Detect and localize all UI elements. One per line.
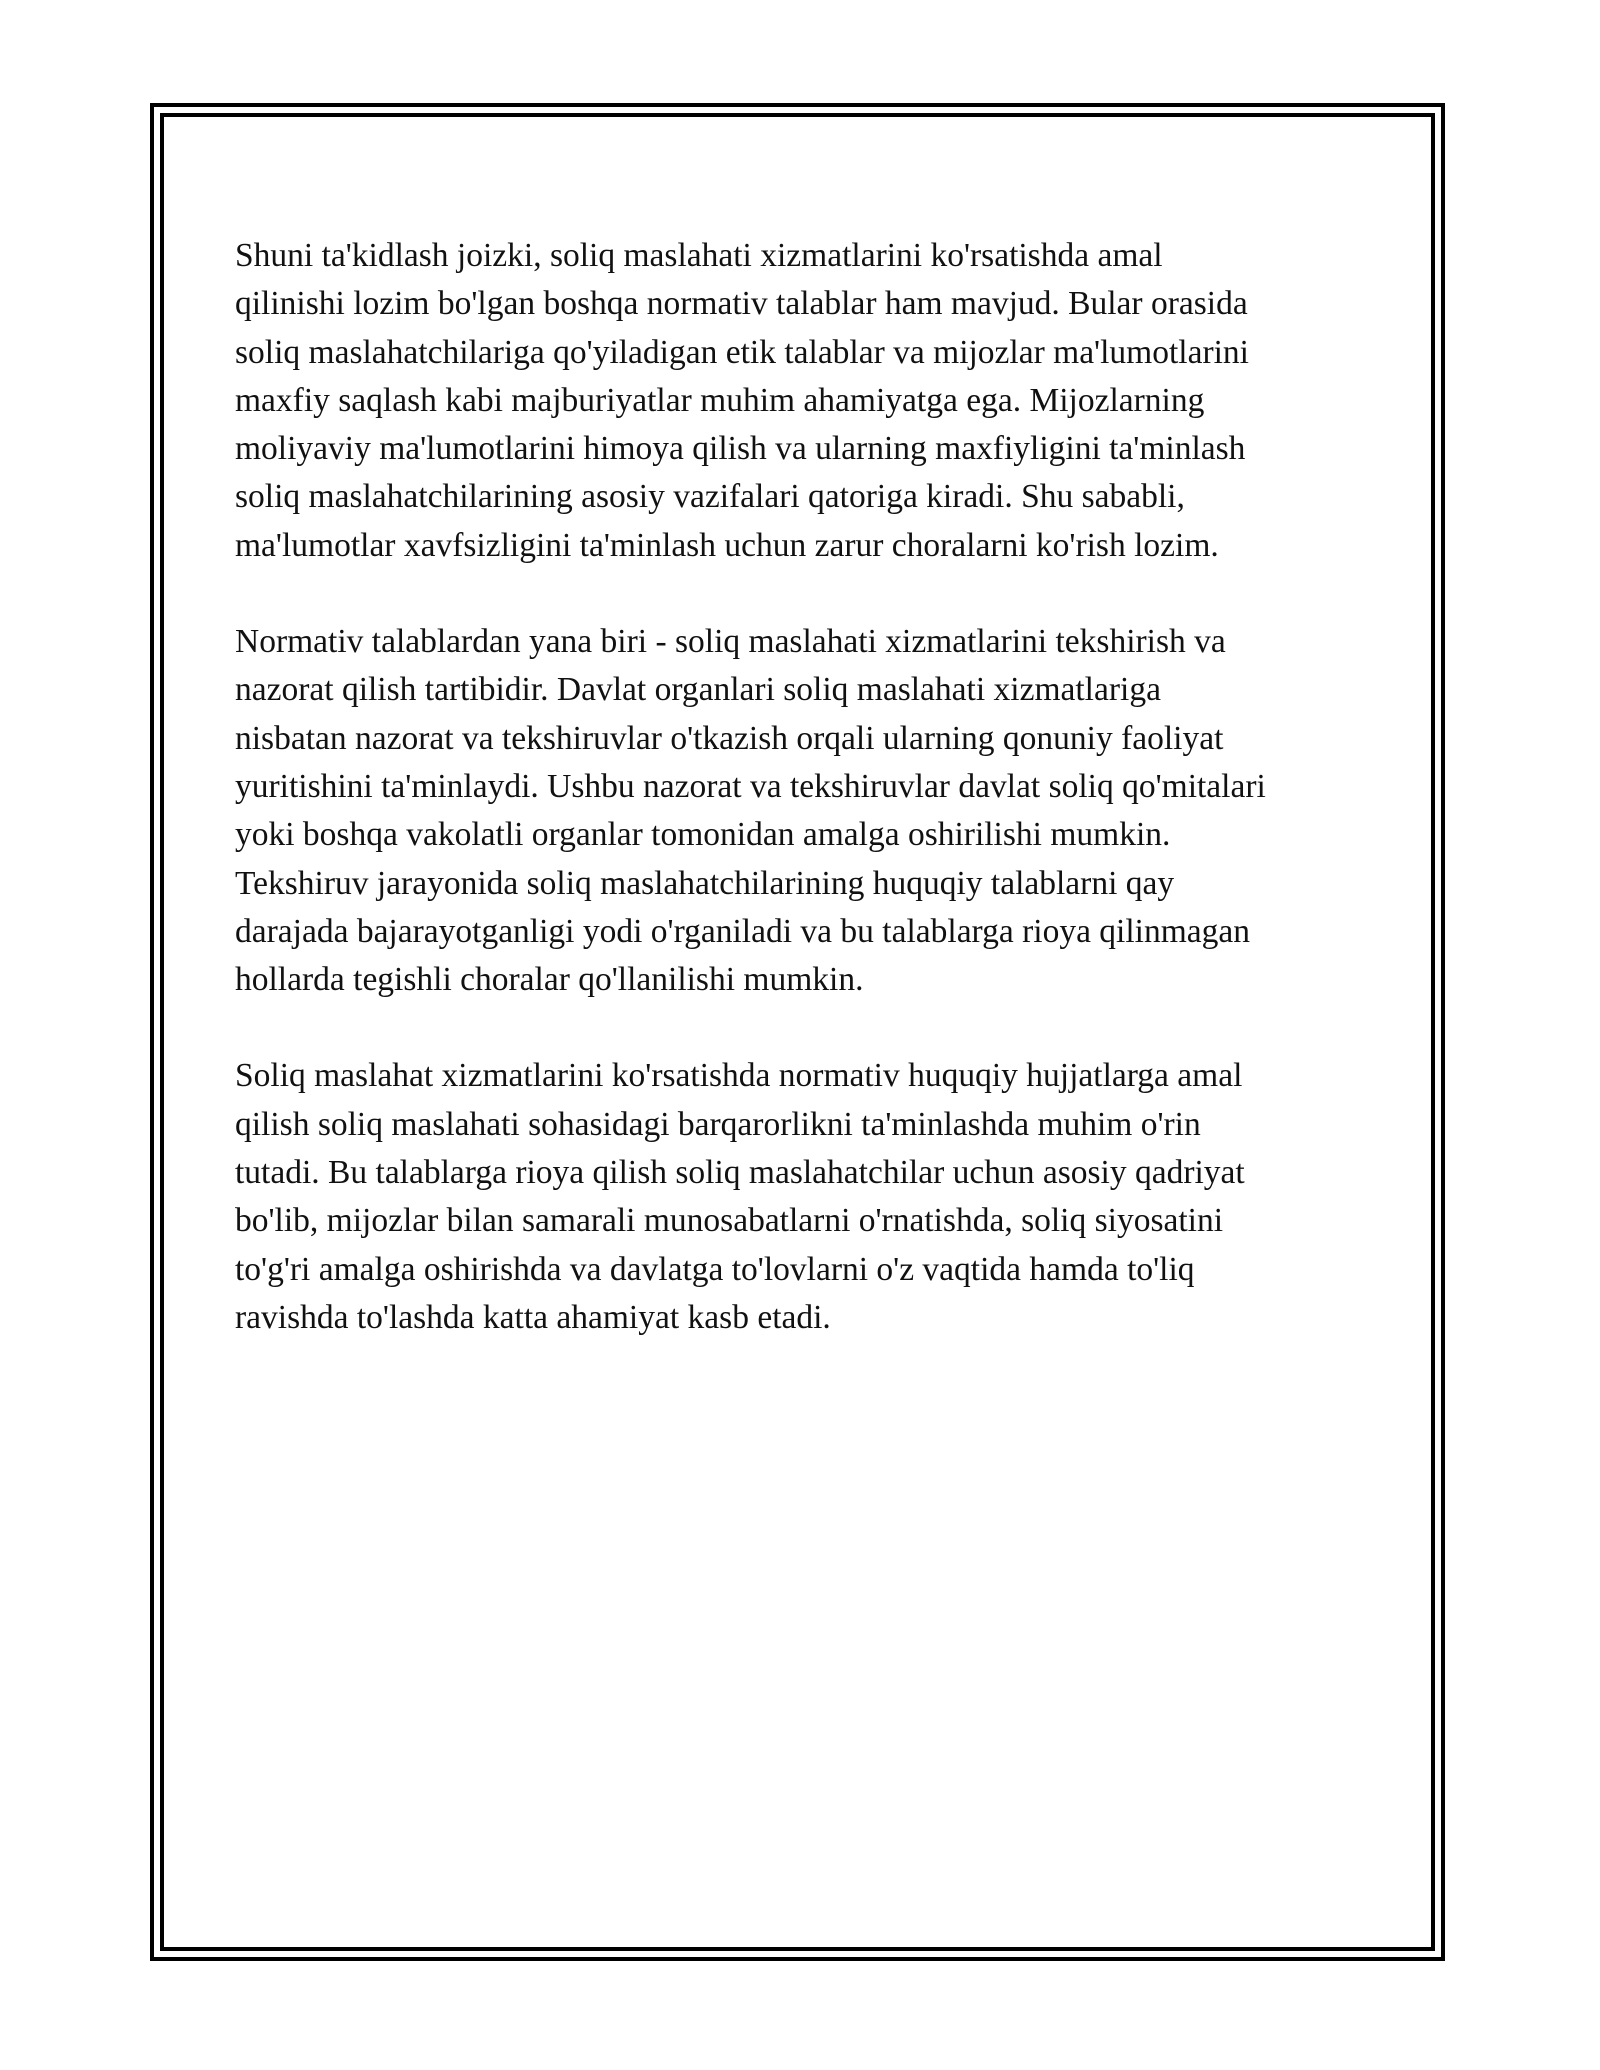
text-line: ravishda to'lashda katta ahamiyat kasb etadi. [235,1298,831,1336]
text-line: qilish soliq maslahati sohasidagi barqarorlikni ta'minlashda muhim o'rin [235,1105,1201,1143]
text-line: qilinishi lozim bo'lgan boshqa normativ talablar ham mavjud. Bular orasida [235,285,1248,323]
text-line: yuritishini ta'minlaydi. Ushbu nazorat va tekshiruvlar davlat soliq qo'mitalari [235,767,1266,805]
paragraph-3 [235,1052,1385,1342]
text-line: soliq maslahatchilarining asosiy vazifalari qatoriga kiradi. Shu sababli, [235,478,1185,516]
text-line: Soliq maslahat xizmatlarini ko'rsatishda normativ huquqiy hujjatlarga amal [235,1057,1243,1095]
text-line: soliq maslahatchilariga qo'yiladigan etik talablar va mijozlar ma'lumotlarini [235,333,1249,371]
text-line: moliyaviy ma'lumotlarini himoya qilish va ularning maxfiyligini ta'minlash [235,430,1246,468]
text-line: hollarda tegishli choralar qo'llanilishi mumkin. [235,961,864,999]
text-line: Normativ talablardan yana biri - soliq maslahati xizmatlarini tekshirish va [235,623,1226,661]
text-line: nisbatan nazorat va tekshiruvlar o'tkazish orqali ularning qonuniy faoliyat [235,719,1224,757]
text-line: to'g'ri amalga oshirishda va davlatga to'lovlarni o'z vaqtida hamda to'liq [235,1250,1195,1288]
text-line: Tekshiruv jarayonida soliq maslahatchilarining huquqiy talablarni qay [235,864,1175,902]
text-line: tutadi. Bu talablarga rioya qilish soliq maslahatchilar uchun asosiy qadriyat [235,1154,1245,1192]
paragraph-1 [235,232,1385,570]
text-line: darajada bajarayotganligi yodi o'rganiladi va bu talablarga rioya qilinmagan [235,912,1251,950]
text-line: Shuni ta'kidlash joizki, soliq maslahati xizmatlarini ko'rsatishda amal [235,237,1163,274]
text-line: yoki boshqa vakolatli organlar tomonidan amalga oshirilishi mumkin. [235,816,1171,854]
text-line: ma'lumotlar xavfsizligini ta'minlash uchun zarur choralarni ko'rish lozim. [235,526,1219,564]
paragraph-2 [235,618,1385,1004]
document-body [235,232,1385,1390]
text-line: nazorat qilish tartibidir. Davlat organlari soliq maslahati xizmatlariga [235,671,1161,709]
text-line: bo'lib, mijozlar bilan samarali munosabatlarni o'rnatishda, soliq siyosatini [235,1202,1224,1240]
text-line: maxfiy saqlash kabi majburiyatlar muhim ahamiyatga ega. Mijozlarning [235,381,1205,419]
